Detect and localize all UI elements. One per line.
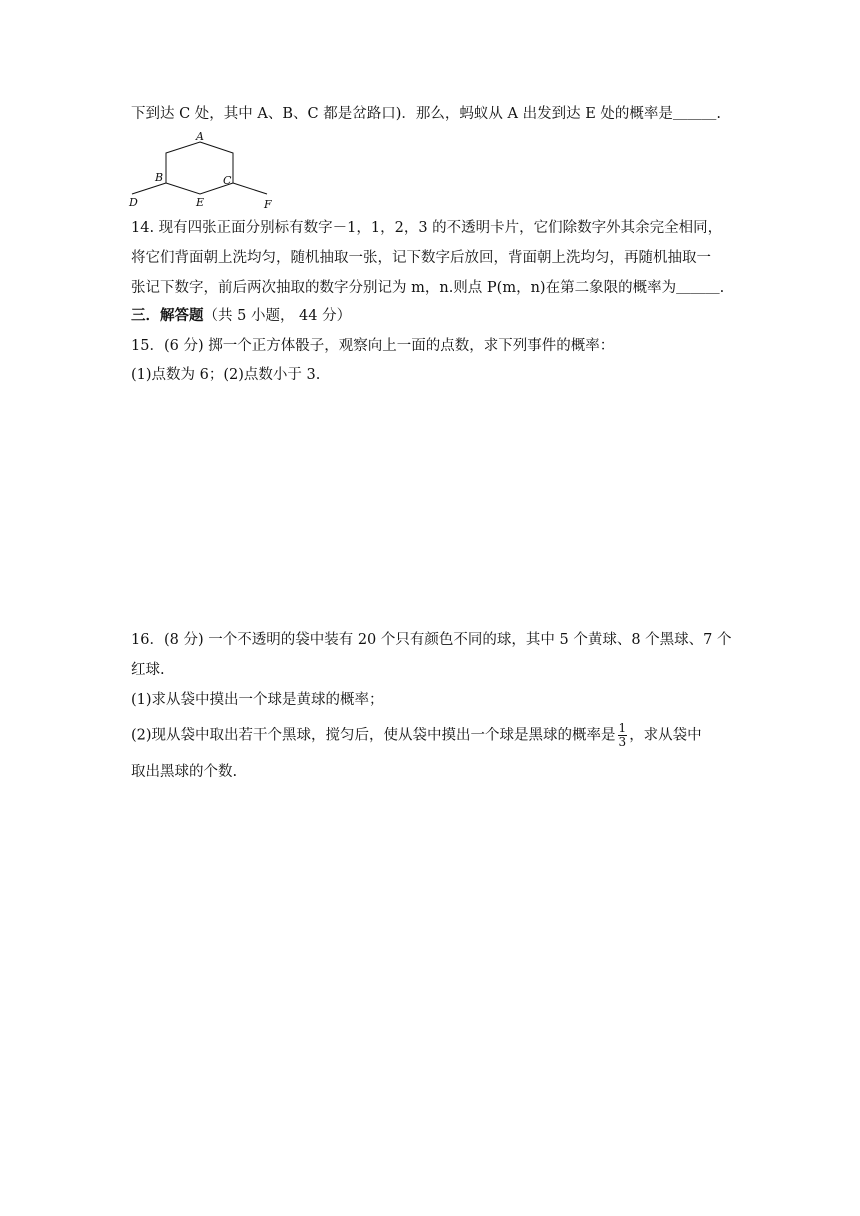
q15-text-line-1: 15．(6 分) 掷一个正方体骰子，观察向上一面的点数，求下列事件的概率： <box>131 338 615 354</box>
q16-text-line-4 <box>131 722 702 749</box>
hexagon-path-figure <box>125 128 285 210</box>
label-e: E <box>196 196 205 209</box>
section-title: 三．解答题 <box>131 307 204 324</box>
q16-text-line-3: (1)求从袋中摸出一个球是黄球的概率； <box>131 692 384 708</box>
q14-text-line-3: 张记下数字，前后两次抽取的数字分别记为 m，n.则点 P(m，n)在第二象限的概率为＿＿＿. <box>131 280 725 296</box>
fraction-one-third <box>618 722 628 749</box>
q16-line-4-after: ，求从袋中 <box>629 727 702 744</box>
fraction-denominator: 3 <box>618 735 627 749</box>
fraction-numerator: 1 <box>618 721 627 735</box>
q14-text-line-1: 14. 现有四张正面分别标有数字－1，1，2，3 的不透明卡片，它们除数字外其余完全相同， <box>131 220 723 236</box>
label-f: F <box>264 198 272 210</box>
q16-text-line-1: 16．(8 分) 一个不透明的袋中装有 20 个只有颜色不同的球，其中 5 个黄球、8 个黑球、7 个 <box>131 632 732 648</box>
q15-text-line-2: (1)点数为 6；(2)点数小于 3. <box>131 367 321 383</box>
q13-text-line: 下到达 C 处，其中 A、B、C 都是岔路口)．那么，蚂蚁从 A 出发到达 E 处的概率是＿＿＿. <box>131 106 722 122</box>
label-d: D <box>129 196 138 209</box>
q16-text-line-2: 红球. <box>131 662 165 678</box>
label-a: A <box>196 130 204 143</box>
q16-text-line-5: 取出黑球的个数. <box>131 764 238 780</box>
label-b: B <box>155 171 164 184</box>
section-heading <box>131 306 351 326</box>
label-c: C <box>223 174 232 187</box>
path-c-to-f <box>233 183 267 194</box>
section-note: （共 5 小题， 44 分） <box>203 308 352 324</box>
q14-text-line-2: 将它们背面朝上洗均匀，随机抽取一张，记下数字后放回，背面朝上洗均匀，再随机抽取一 <box>131 250 711 266</box>
q16-line-4-before: (2)现从袋中取出若干个黑球，搅匀后，使从袋中摸出一个球是黑球的概率是 <box>131 727 616 744</box>
path-b-to-d <box>132 183 166 194</box>
